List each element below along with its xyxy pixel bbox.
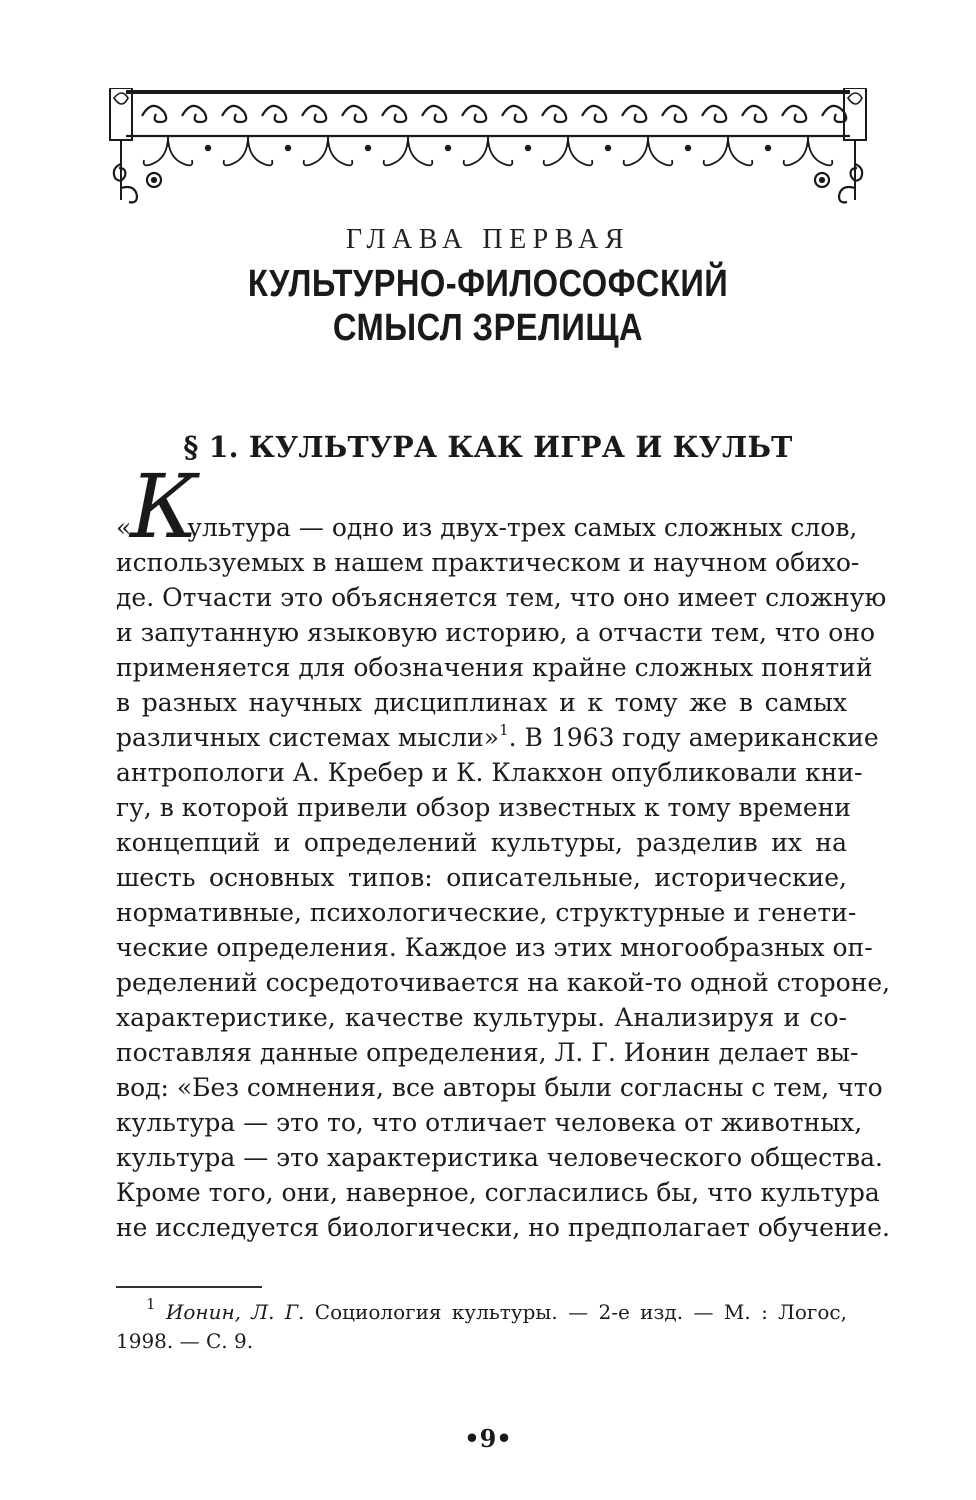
footnote-line-2: 1998. — С. 9. bbox=[116, 1329, 254, 1353]
body-line-7-tail: . В 1963 году американские bbox=[508, 723, 879, 752]
body-line-12: нормативные, психологические, структурные и генети- bbox=[116, 898, 857, 927]
chapter-label: ГЛАВА ПЕРВАЯ bbox=[345, 224, 631, 255]
body-line-14: ределений сосредоточивается на какой-то одной стороне, bbox=[116, 968, 891, 997]
section-heading: § 1. КУЛЬТУРА КАК ИГРА И КУЛЬТ bbox=[183, 430, 793, 464]
footnote-author: Ионин, Л. Г. bbox=[165, 1300, 305, 1324]
body-line-7-text: различных системах мысли» bbox=[116, 723, 500, 752]
body-line-11: шесть основных типов: описательные, исторические, bbox=[116, 863, 847, 892]
body-line-6: в разных научных дисциплинах и к тому же в самых bbox=[116, 688, 847, 717]
chapter-title bbox=[68, 262, 907, 350]
body-text bbox=[116, 455, 891, 1245]
body-line-17: вод: «Без сомнения, все авторы были согласны с тем, что bbox=[116, 1073, 883, 1102]
body-line-4: и запутанную языковую историю, а отчасти тем, что оно bbox=[116, 618, 876, 647]
chapter-title-line-1: КУЛЬТУРНО-ФИЛОСОФСКИЙ bbox=[247, 263, 729, 305]
body-line-9: гу, в которой привели обзор известных к тому времени bbox=[116, 793, 851, 822]
body-line-3: де. Отчасти это объясняется тем, что оно имеет сложную bbox=[116, 583, 887, 612]
body-line-19: культура — это характеристика человеческого общества. bbox=[116, 1143, 883, 1172]
right-corner-ornament bbox=[815, 88, 866, 202]
page-number: •9• bbox=[464, 1424, 512, 1453]
footnote bbox=[116, 1295, 847, 1356]
chapter-title-line-2: СМЫСЛ ЗРЕЛИЩА bbox=[332, 307, 644, 349]
footnote-number: 1 bbox=[146, 1295, 156, 1314]
body-line-13: ческие определения. Каждое из этих многообразных оп- bbox=[116, 933, 873, 962]
body-line-21: не исследуется биологически, но предполагает обучение. bbox=[116, 1213, 890, 1242]
body-line-15: характеристике, качестве культуры. Анализируя и со- bbox=[116, 1003, 847, 1032]
ornamental-header-border bbox=[108, 88, 868, 208]
body-line-8: антропологи А. Кребер и К. Клакхон опубликовали кни- bbox=[116, 758, 863, 787]
body-line-16: поставляя данные определения, Л. Г. Ионин делает вы- bbox=[116, 1038, 859, 1067]
footnote-reference[interactable]: 1 bbox=[499, 720, 509, 739]
body-line-10: концепций и определений культуры, разделив их на bbox=[116, 828, 847, 857]
footnote-divider bbox=[116, 1286, 262, 1288]
body-line-7 bbox=[116, 720, 879, 755]
footnote-line-1 bbox=[116, 1295, 847, 1327]
drop-cap: К bbox=[130, 455, 199, 558]
body-line-20: Кроме того, они, наверное, согласились бы, что культура bbox=[116, 1178, 880, 1207]
body-line-1 bbox=[116, 455, 858, 558]
body-line-1-text: ультура — одно из двух-трех самых сложных слов, bbox=[187, 513, 858, 542]
open-quote: « bbox=[116, 513, 132, 542]
body-line-18: культура — это то, что отличает человека от животных, bbox=[116, 1108, 863, 1137]
body-line-5: применяется для обозначения крайне сложных понятий bbox=[116, 653, 873, 682]
body-line-2: используемых в нашем практическом и научном обихо- bbox=[116, 548, 860, 577]
footnote-text-1: Социология культуры. — 2-е изд. — М. : Логос, bbox=[304, 1300, 847, 1324]
